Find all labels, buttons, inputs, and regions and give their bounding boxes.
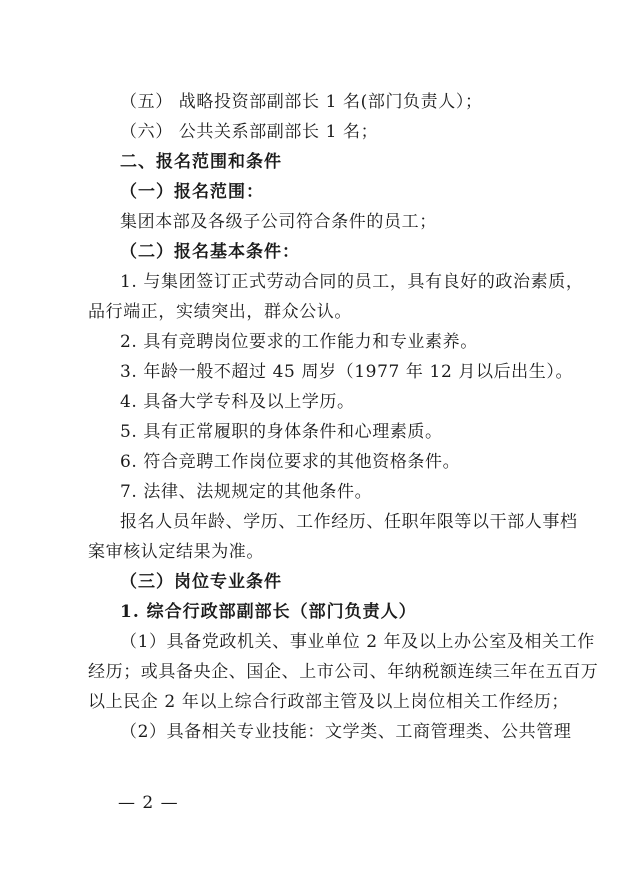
text-line-1: （五） 战略投资部副部长 1 名(部门负责人）； xyxy=(120,92,483,112)
text-line-16: 案审核认定结果为准。 xyxy=(88,542,264,562)
text-line-12: 5. 具有正常履职的身体条件和心理素质。 xyxy=(120,422,443,442)
position-heading-1: 1. 综合行政部副部长（部门负责人） xyxy=(120,602,417,622)
text-line-21: 以上民企 2 年以上综合行政部主管及以上岗位相关工作经历； xyxy=(88,692,570,712)
text-line-15: 报名人员年龄、学历、工作经历、任职年限等以干部人事档 xyxy=(120,512,578,532)
subsection-heading-3: （三）岗位专业条件 xyxy=(120,572,282,592)
text-line-20: 经历；或具备央企、国企、上市公司、年纳税额连续三年在五百万 xyxy=(88,662,599,682)
section-heading-2: 二、报名范围和条件 xyxy=(120,152,282,172)
text-line-19: （1）具备党政机关、事业单位 2 年及以上办公室及相关工作 xyxy=(120,632,595,652)
text-line-10: 3. 年龄一般不超过 45 周岁（1977 年 12 月以后出生）。 xyxy=(120,362,574,382)
text-line-9: 2. 具有竞聘岗位要求的工作能力和专业素养。 xyxy=(120,332,478,352)
text-line-22: （2）具备相关专业技能：文学类、工商管理类、公共管理 xyxy=(120,722,572,742)
text-line-11: 4. 具备大学专科及以上学历。 xyxy=(120,392,355,412)
subsection-heading-2: （二）报名基本条件： xyxy=(120,242,300,262)
text-line-7: 1. 与集团签订正式劳动合同的员工，具有良好的政治素质， xyxy=(120,272,584,292)
subsection-heading-1: （一）报名范围： xyxy=(120,182,264,202)
text-line-5: 集团本部及各级子公司符合条件的员工； xyxy=(120,212,437,232)
page-number: — 2 — xyxy=(118,793,179,813)
text-line-13: 6. 符合竞聘工作岗位要求的其他资格条件。 xyxy=(120,452,461,472)
text-line-14: 7. 法律、法规规定的其他条件。 xyxy=(120,482,373,502)
text-line-2: （六） 公共关系部副部长 1 名； xyxy=(120,122,379,142)
text-line-8: 品行端正，实绩突出，群众公认。 xyxy=(88,302,352,322)
